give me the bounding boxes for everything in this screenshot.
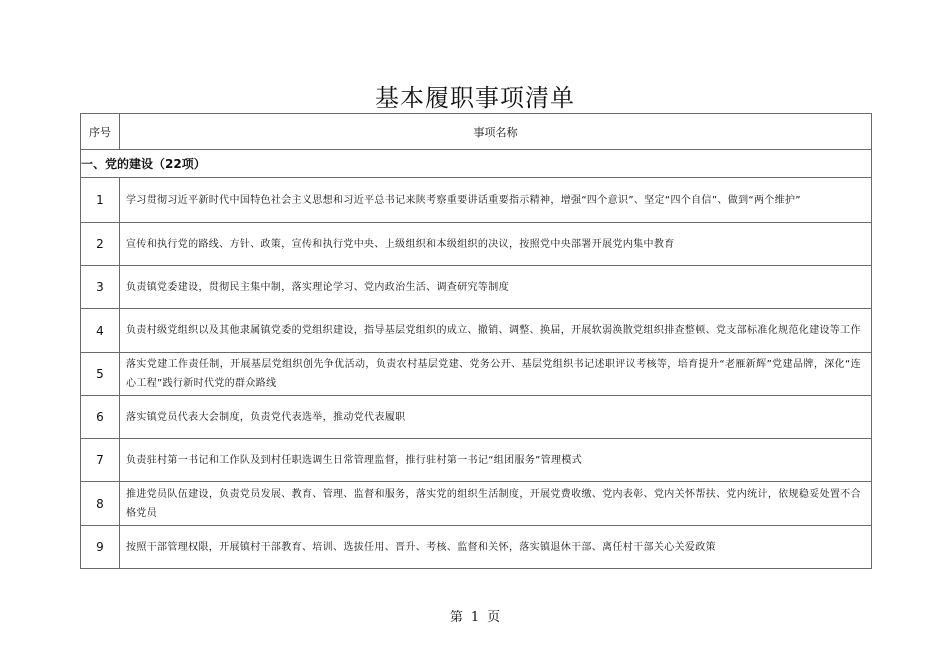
- table-row: [81, 353, 872, 396]
- row-text: 负责镇党委建设，贯彻民主集中制，落实理论学习、党内政治生活、调查研究等制度: [120, 266, 872, 309]
- table-row: [81, 526, 872, 569]
- page-number: 1: [470, 610, 480, 625]
- row-number: 5: [81, 353, 120, 396]
- row-number: 6: [81, 396, 120, 439]
- page-title: 基本履职事项清单: [375, 84, 575, 112]
- row-number: 2: [81, 223, 120, 266]
- row-text: 落实党建工作责任制，开展基层党组织创先争优活动，负责农村基层党建、党务公开、基层党组织书记述职评议考核等，培育提升“老雁新辉”党建品牌，深化“连心工程”践行新时代党的群众路线: [120, 353, 872, 396]
- duty-list-table: [80, 113, 872, 569]
- row-number: 3: [81, 266, 120, 309]
- row-text: 推进党员队伍建设，负责党员发展、教育、管理、监督和服务，落实党的组织生活制度，开展党费收缴、党内表彰、党内关怀帮扶、党内统计，依规稳妥处置不合格党员: [120, 482, 872, 526]
- header-item-name: 事项名称: [120, 114, 872, 150]
- table-row: [81, 396, 872, 439]
- row-number: 1: [81, 178, 120, 223]
- page-suffix: 页: [487, 610, 501, 625]
- row-text: 负责驻村第一书记和工作队及到村任职选调生日常管理监督，推行驻村第一书记“组团服务”管理模式: [120, 439, 872, 482]
- section-title: 一、党的建设（22项）: [81, 150, 872, 178]
- table-row: [81, 439, 872, 482]
- row-number: 8: [81, 482, 120, 526]
- row-text: 宣传和执行党的路线、方针、政策，宣传和执行党中央、上级组织和本级组织的决议，按照党中央部署开展党内集中教育: [120, 223, 872, 266]
- page-prefix: 第: [449, 610, 463, 625]
- table-row: [81, 178, 872, 223]
- row-text: 学习贯彻习近平新时代中国特色社会主义思想和习近平总书记来陕考察重要讲话重要指示精神，增强“四个意识”、坚定“四个自信”、做到“两个维护”: [120, 178, 872, 223]
- row-text: 负责村级党组织以及其他隶属镇党委的党组织建设，指导基层党组织的成立、撤销、调整、换届，开展软弱涣散党组织排查整顿、党支部标准化规范化建设等工作: [120, 309, 872, 353]
- header-serial-number: 序号: [81, 114, 120, 150]
- table-header-row: [81, 114, 872, 150]
- table-row: [81, 223, 872, 266]
- table-row: [81, 482, 872, 526]
- table-row: [81, 309, 872, 353]
- page-number-footer: [0, 606, 950, 625]
- row-number: 7: [81, 439, 120, 482]
- table-row: [81, 266, 872, 309]
- row-number: 9: [81, 526, 120, 569]
- row-number: 4: [81, 309, 120, 353]
- row-text: 按照干部管理权限，开展镇村干部教育、培训、选拔任用、晋升、考核、监督和关怀，落实镇退休干部、离任村干部关心关爱政策: [120, 526, 872, 569]
- row-text: 落实镇党员代表大会制度，负责党代表选举，推动党代表履职: [120, 396, 872, 439]
- section-row: [81, 150, 872, 178]
